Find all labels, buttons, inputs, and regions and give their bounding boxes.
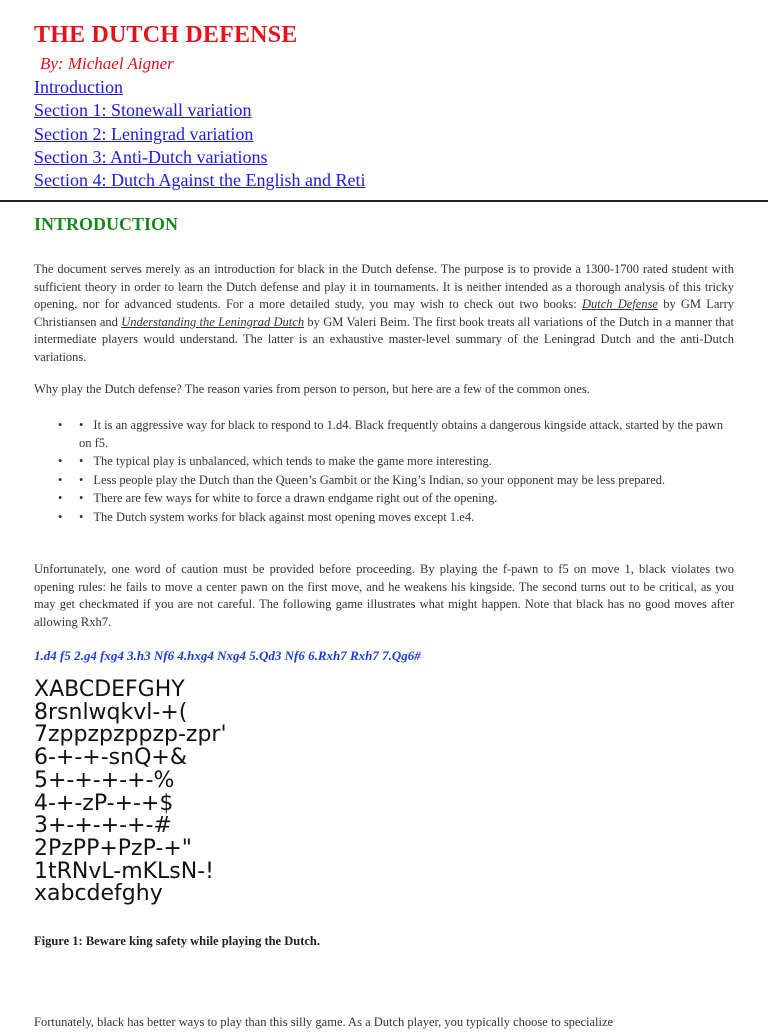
- figure-caption: Figure 1: Beware king safety while playing the Dutch.: [34, 934, 320, 948]
- intro-paragraph-3: Unfortunately, one word of caution must be provided before proceeding. By playing the f-pawn to f5 on move 1, black violates two opening rules: he fails to move a center pawn on the first move, and he weakens his kingside. The second turns out to be critical, as you may get checkmated if you are not careful. The following game illustrates what might happen. Note that black has no good moves after allowing Rxh7.: [34, 562, 734, 629]
- intro-p1-part-b: by GM Larry Christiansen and: [34, 297, 734, 329]
- bullet-inner: •: [79, 472, 84, 487]
- toc-item-section-4: [34, 169, 365, 192]
- bullet-inner: •: [79, 509, 84, 524]
- toc-item-section-2: [34, 123, 365, 146]
- bullet-inner: •: [79, 454, 84, 469]
- introduction-heading: INTRODUCTION: [34, 214, 179, 234]
- horizontal-divider: [0, 200, 768, 202]
- bullet-outer: •: [58, 454, 63, 469]
- toc-item-introduction: [34, 76, 365, 99]
- board-row: 3+-+-+-+-#: [34, 813, 172, 839]
- toc-item-section-3: [34, 146, 365, 169]
- toc-item-section-1: [34, 99, 365, 122]
- game-moves: 1.d4 f5 2.g4 fxg4 3.h3 Nf6 4.hxg4 Nxg4 5.Qd3 Nf6 6.Rxh7 Rxh7 7.Qg6#: [34, 648, 421, 663]
- intro-paragraph-2: Why play the Dutch defense? The reason varies from person to person, but here are a few of the common ones.: [34, 382, 590, 396]
- board-row: 4-+-zP-+-+$: [34, 790, 174, 816]
- list-item: [56, 509, 736, 527]
- list-item: [56, 453, 736, 471]
- author-byline: By: Michael Aigner: [40, 54, 174, 73]
- toc-link-introduction[interactable]: Introduction: [34, 77, 123, 97]
- board-row: 8rsnlwqkvl-+(: [34, 699, 188, 725]
- board-row: 6-+-+-snQ+&: [34, 745, 187, 771]
- list-item-text: The typical play is unbalanced, which tends to make the game more interesting.: [93, 454, 492, 469]
- toc-link-section-2[interactable]: Section 2: Leningrad variation: [34, 123, 254, 144]
- board-row: XABCDEFGHY: [34, 677, 185, 702]
- cut-off-paragraph: Fortunately, black has better ways to play than this silly game. As a Dutch player, you typically choose to specialize: [34, 1015, 614, 1029]
- bullet-outer: •: [58, 418, 63, 432]
- board-row: xabcdefghy: [34, 881, 163, 907]
- page-title: THE DUTCH DEFENSE: [34, 22, 298, 48]
- bullet-outer: •: [58, 491, 63, 506]
- list-item: [56, 472, 736, 490]
- reasons-list: [56, 417, 736, 528]
- toc-link-section-3[interactable]: Section 3: Anti-Dutch variations: [34, 146, 268, 167]
- list-item-text: The Dutch system works for black against most opening moves except 1.e4.: [93, 509, 475, 524]
- intro-paragraph-1: [34, 261, 734, 367]
- board-row: 5+-+-+-+-%: [34, 767, 175, 793]
- list-item-text: There are few ways for white to force a drawn endgame right out of the opening.: [93, 491, 498, 506]
- list-item-text: It is an aggressive way for black to respond to 1.d4. Black frequently obtains a dangerous kingside attack, started by the pawn on f5.: [79, 418, 724, 450]
- toc-link-section-1[interactable]: Section 1: Stonewall variation: [34, 100, 252, 121]
- board-row: 1tRNvL-mKLsN-!: [34, 858, 214, 884]
- table-of-contents: [34, 76, 365, 192]
- list-item: [56, 490, 736, 508]
- bullet-outer: •: [58, 509, 63, 524]
- bullet-inner: •: [79, 418, 84, 432]
- intro-p1-part-c: by GM Valeri Beim. The first book treats all variations of the Dutch in a manner that intermediate players would understand. The latter is an exhaustive master-level summary of the Leningrad Dutch and the anti-Dutch variations.: [34, 314, 734, 364]
- bullet-inner: •: [79, 491, 84, 506]
- bullet-outer: •: [58, 472, 63, 487]
- book-title-dutch-defense: Dutch Defense: [581, 297, 658, 312]
- book-title-leningrad-dutch: Understanding the Leningrad Dutch: [121, 314, 305, 329]
- chess-diagram-text: [34, 679, 227, 906]
- list-item-text: Less people play the Dutch than the Queen’s Gambit or the King’s Indian, so your opponent may be less prepared.: [93, 472, 666, 487]
- list-item: [56, 417, 736, 452]
- board-row: 7zppzpzppzp-zpr': [34, 722, 227, 748]
- toc-link-section-4[interactable]: Section 4: Dutch Against the English and Reti: [34, 170, 366, 191]
- intro-p1-part-a: The document serves merely as an introduction for black in the Dutch defense. The purpose is to provide a 1300-1700 rated student with sufficient theory in order to learn the Dutch defense and play it in tournaments. It is neither intended as a thorough analysis of this tricky opening, nor for advanced students. For a more detailed study, you may wish to check out two books:: [34, 262, 734, 312]
- board-row: 2PzPP+PzP-+": [34, 835, 192, 861]
